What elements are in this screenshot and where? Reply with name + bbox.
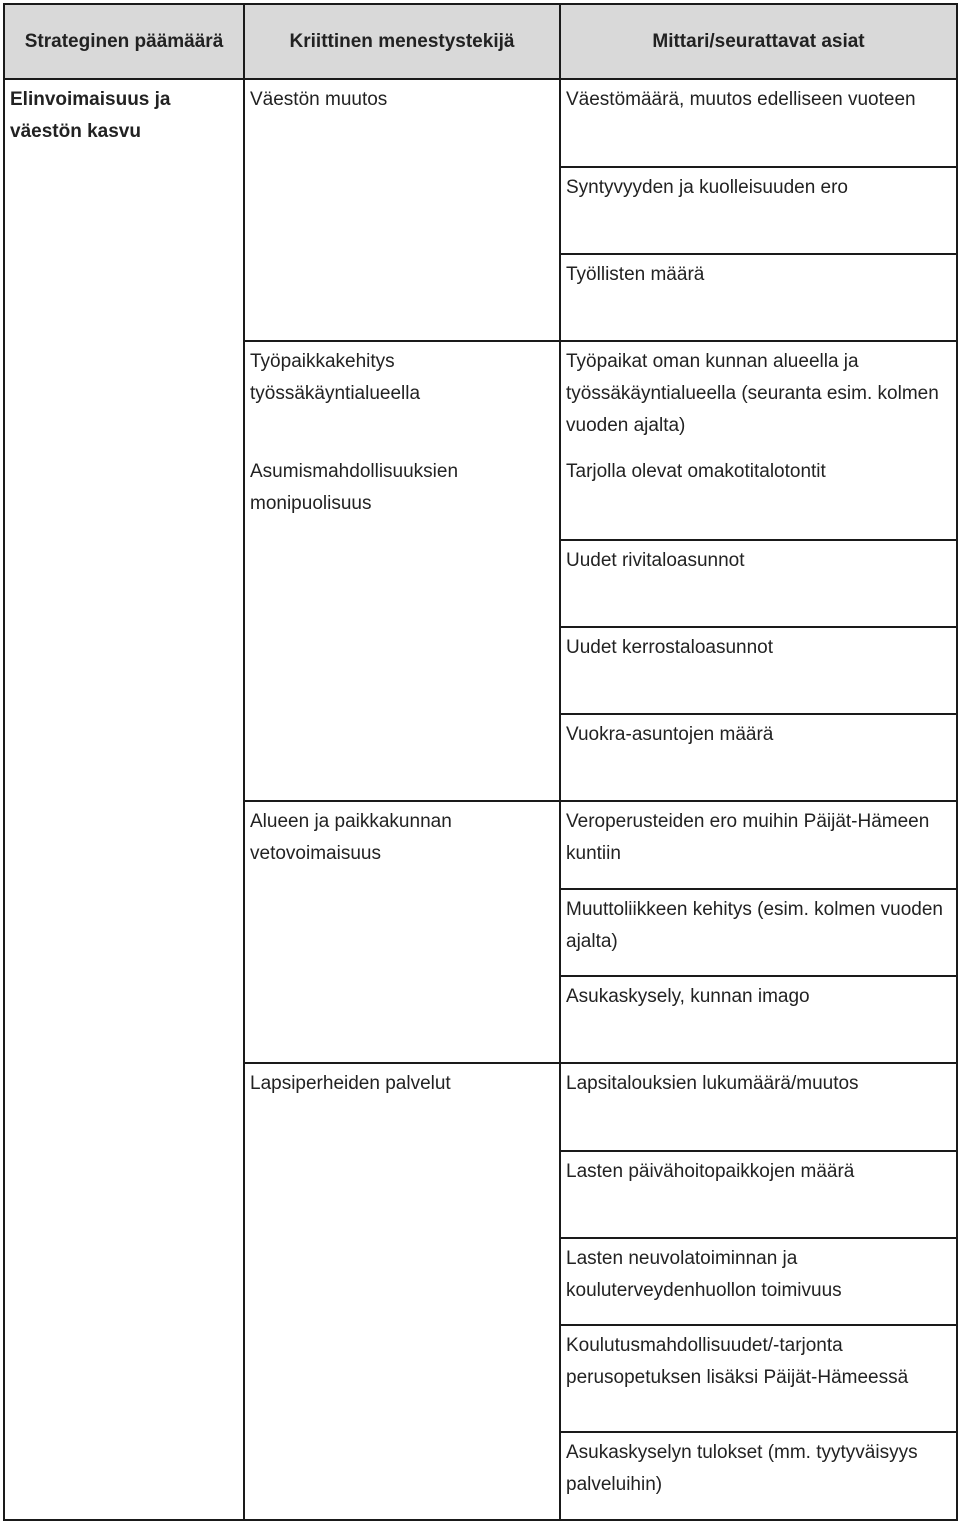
factor-cell: Alueen ja paikkakunnan vetovoimaisuus bbox=[243, 800, 561, 1064]
metric-cell: Tarjolla olevat omakotitalotontit bbox=[559, 452, 958, 541]
factor-cell: Lapsiperheiden palvelut bbox=[243, 1062, 561, 1521]
metric-cell: Työllisten määrä bbox=[559, 253, 958, 342]
header-strategic-goal: Strateginen päämäärä bbox=[3, 3, 245, 80]
metric-cell: Muuttoliikkeen kehitys (esim. kolmen vuoden ajalta) bbox=[559, 888, 958, 977]
metric-cell: Koulutusmahdollisuudet/-tarjonta perusopetuksen lisäksi Päijät-Hämeessä bbox=[559, 1324, 958, 1433]
factor-cell: Työpaikkakehitys työssäkäyntialueella bbox=[243, 340, 561, 454]
metric-cell: Lasten päivähoitopaikkojen määrä bbox=[559, 1150, 958, 1239]
strategy-table bbox=[3, 3, 958, 1521]
metric-cell: Väestömäärä, muutos edelliseen vuoteen bbox=[559, 78, 958, 168]
strategic-goal-cell: Elinvoimaisuus ja väestön kasvu bbox=[3, 78, 245, 1521]
metric-cell: Syntyvyyden ja kuolleisuuden ero bbox=[559, 166, 958, 255]
metric-cell: Työpaikat oman kunnan alueella ja työssäkäyntialueella (seuranta esim. kolmen vuoden ajalta) bbox=[559, 340, 958, 454]
metric-cell: Uudet rivitaloasunnot bbox=[559, 539, 958, 628]
metric-cell: Asukaskyselyn tulokset (mm. tyytyväisyys palveluihin) bbox=[559, 1431, 958, 1521]
metric-cell: Vuokra-asuntojen määrä bbox=[559, 713, 958, 802]
metric-cell: Lasten neuvolatoiminnan ja kouluterveydenhuollon toimivuus bbox=[559, 1237, 958, 1326]
factor-cell: Asumismahdollisuuksien monipuolisuus bbox=[243, 452, 561, 802]
metric-cell: Asukaskysely, kunnan imago bbox=[559, 975, 958, 1064]
header-critical-success-factor: Kriittinen menestystekijä bbox=[243, 3, 561, 80]
metric-cell: Veroperusteiden ero muihin Päijät-Hämeen kuntiin bbox=[559, 800, 958, 890]
metric-cell: Uudet kerrostaloasunnot bbox=[559, 626, 958, 715]
header-metrics: Mittari/seurattavat asiat bbox=[559, 3, 958, 80]
metric-cell: Lapsitalouksien lukumäärä/muutos bbox=[559, 1062, 958, 1152]
factor-cell: Väestön muutos bbox=[243, 78, 561, 342]
